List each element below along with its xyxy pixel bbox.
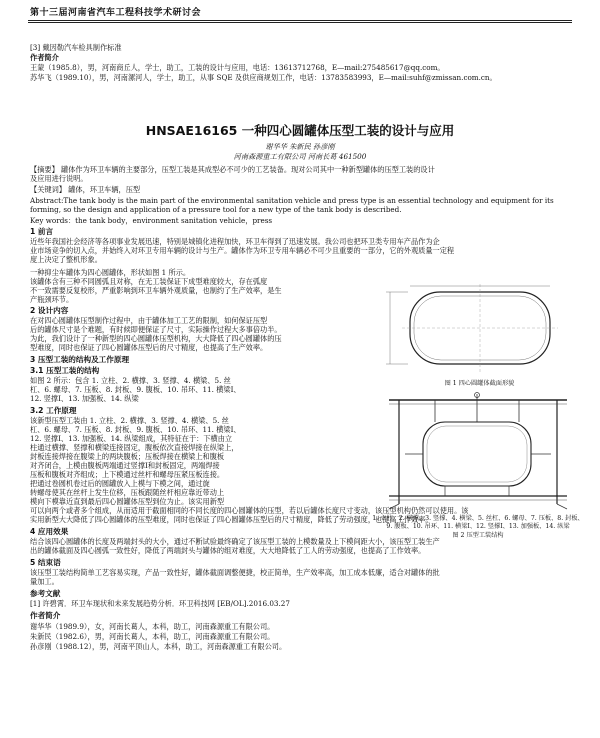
- body-line: 可以向两个或者多个组成，从而适用于截面相同的不同长度的四心圆罐体的压型，若以后罐体长度尺寸变动，该压型机构仍然可以使用。该: [30, 506, 469, 515]
- figure-2-press-tool: [375, 392, 580, 510]
- references-heading: 参考文献: [30, 589, 61, 598]
- paper-authors: 谢华华 朱新民 孙彦刚: [265, 142, 335, 151]
- body-line: 压板和腹板对齐组成；上下模通过丝杆和螺母压紧压板连接。: [30, 470, 225, 479]
- body-line: 该新型压型工装由 1. 立柱、2. 横撑、3. 竖撑、4. 横梁、5. 丝: [30, 416, 229, 425]
- section-heading: 3 压型工装的结构及工作原理: [30, 355, 130, 364]
- keywords-cn: 【关键词】 罐体，环卫车辆，压型: [30, 185, 141, 194]
- body-line: 后的罐体尺寸是个难题，有时候即便保证了尺寸，实际操作过程大多事倍功半。: [30, 325, 282, 334]
- body-line: 型难度，同时也保证了四心圆罐体压型后的尺寸精度，也提高了生产效率。: [30, 343, 268, 352]
- subsection-heading: 3.1 压型工装的结构: [30, 366, 100, 375]
- body-line: 结合该四心圆罐体的长度及两端封头的大小，通过不断试验最终确定了该压型工装的上模数量及上下模间距大小，该压型工装生产: [30, 537, 440, 546]
- abstract-en: Abstract:The tank body is the main part of the environmental sanitation vehicle and press type is an essential technology and equipment for its: [30, 196, 554, 205]
- section-heading: 5 结束语: [30, 558, 61, 567]
- body-line: 该压型工装结构简单工艺容易实现，产品一致性好，罐体截面调整便捷，校正简单，生产效率高，加工成本低廉，适合对罐体的批: [30, 568, 440, 577]
- figure-2-caption: 图 2 压型工装结构: [452, 532, 504, 539]
- abstract-cn: 及应用进行说明。: [30, 174, 88, 183]
- body-line: 近些年我国社会经济等各项事业发展迅速，特别是城镇化进程加快，环卫车得到了迅速发展。我公司也把环卫类专用车产品作为企: [30, 237, 440, 246]
- tank-inner: [427, 426, 527, 482]
- foot: [557, 504, 567, 509]
- section-heading: 1 前言: [30, 227, 54, 236]
- author-info-line: 谢华华（1989.9），女，河南长葛人，本科，助工，河南森源重工有限公司。: [30, 622, 275, 631]
- body-line: 一种抑尘车罐体为四心圆罐体，形状如图 1 所示。: [30, 268, 191, 277]
- body-line: 转螺母使其在丝杆上发生位移，压板跟随丝杆相应靠近带动上: [30, 488, 225, 497]
- section-heading: 2 设计内容: [30, 306, 69, 315]
- body-line: 12. 竖撑Ⅰ、13. 加强板、14. 纵梁组成，其特征在于：下横由立: [30, 434, 233, 443]
- keywords-en: Key words：the tank body，environment sanitation vehicle，press: [30, 216, 273, 225]
- top-author-line: 苏华飞（1989.10），男，河南漯河人，学士，助工，从事 SQE 及供应商规划工作，电话：13783583993，E—mail:suhf@zmissan.com.cn。: [30, 73, 497, 82]
- tank-under-press: [423, 422, 531, 486]
- body-line: 柱通过横撑、竖撑和横梁连接固定，腹板依次直接焊接在纵梁上，: [30, 443, 239, 452]
- paper-title: HNSAE16165 一种四心圆罐体压型工装的设计与应用: [145, 123, 455, 138]
- figure-1-tank-section: [382, 282, 577, 374]
- body-line: 量加工。: [30, 577, 59, 586]
- figure-2-legend: 9. 腹板、10. 吊环、11. 横梁Ⅰ、12. 竖撑Ⅰ、13. 加强板、14. 纵梁: [386, 523, 570, 530]
- body-line: 业市场竞争的切入点，并始终入对环卫专用车辆的设计与生产。罐体作为环卫专用车辆必不可少且重要的一部分，它的外观质量一定程: [30, 246, 455, 255]
- body-line: 不一致需要反复校形，严重影响到环卫车辆外观质量，也制约了生产效率，是生: [30, 286, 282, 295]
- abstract-en: forming, so the design and application of a pressure tool for a new type of the tank body is described.: [30, 205, 402, 214]
- body-line: 在对四心圆罐体压型制作过程中，由于罐体加工工艺的限制，如何保证压型: [30, 316, 268, 325]
- top-author-heading: 作者简介: [30, 53, 59, 62]
- running-head: 第十三届河南省汽车工程科技学术研讨会: [30, 8, 202, 18]
- body-line: 封板连接焊接在腹梁上的两块腹板；压板焊接在横梁上和腹板: [30, 452, 225, 461]
- subsection-heading: 3.2 工作原理: [30, 406, 77, 415]
- top-reference: [3] 戴因勒汽车检具制作标准: [30, 43, 122, 52]
- reference-entry: [1] 许碧霄．环卫车现状和未来发展趋势分析．环卫科技网 [EB/OL].2016.03.27: [30, 599, 290, 608]
- body-line: 出的罐体截面及四心圆弧一致性好，降低了两端封头与罐体的组对难度，大大地降低了工人的劳动强度，也提高了工作效率。: [30, 546, 426, 555]
- body-line: 模向下模靠近直到最后四心圆罐体压型到位为止。该实用新型: [30, 497, 225, 506]
- body-line: 实用新型大大降低了四心圆罐体的压型难度，同时也保证了四心圆罐体压型后的尺寸精度，降低了劳动强度，也提高工作效率。: [30, 515, 433, 524]
- body-line: 杠、6. 螺母、7. 压板、8. 封板、9. 腹板、10. 吊环、11. 横梁Ⅰ、: [30, 385, 241, 394]
- body-line: 为此，我们设计了一种新型的四心圆罐体压型机构，大大降低了四心圆罐体的压: [30, 334, 282, 343]
- body-line: 对齐闭合，上模由腹板两端通过竖撑Ⅰ和封板固定，两端焊接: [30, 461, 220, 470]
- figure-2-legend: 1. 立柱、2. 横撑、3. 竖撑、4. 横梁、5. 丝杠、6. 螺母、7. 压板、8. 封板、: [372, 515, 584, 522]
- figure-1-caption: 图 1 四心圆罐体截面形貌: [444, 380, 515, 387]
- top-author-line: 王蒙（1985.8），男，河南商丘人，学士，助工，工装的设计与应用，电话：13613712768，E—mail:275485617@qq.com。: [30, 63, 445, 72]
- header-rule-thin: [28, 22, 572, 23]
- body-line: 杠、6. 螺母、7. 压板、8. 封板、9. 腹板、10. 吊环、11. 横梁Ⅰ、: [30, 425, 241, 434]
- header-rule: [28, 20, 572, 21]
- body-line: 该罐体含有三种不同圆弧且对称，在无工装保证下成型难度较大，存在弧度: [30, 277, 268, 286]
- author-info-line: 朱新民（1982.6），男，河南长葛人，本科，助工，河南森源重工有限公司。: [30, 632, 275, 641]
- paper-affiliation: 河南森源重工有限公司 河南长葛 461500: [233, 152, 367, 161]
- body-line: 12. 竖撑Ⅰ、13. 加强板、14. 纵梁: [30, 394, 139, 403]
- section-heading: 4 应用效果: [30, 527, 69, 536]
- body-line: 把通过卷圆机卷过后的圆罐放入上模与下模之间，通过旋: [30, 479, 210, 488]
- body-line: 产瓶颈环节。: [30, 295, 74, 304]
- foot: [389, 504, 399, 509]
- author-info-line: 孙彦刚（1988.12），男，河南平顶山人，本科，助工，河南森源重工有限公司。: [30, 642, 287, 651]
- body-line: 度上决定了整机形象。: [30, 255, 102, 264]
- body-line: 如图 2 所示：包含 1. 立柱、2. 横撑、3. 竖撑、4. 横梁、5. 丝: [30, 376, 231, 385]
- abstract-cn: 【摘要】 罐体作为环卫车辆的主要部分，压型工装是其成型必不可少的工艺装备。现对公司其中一种新型罐体的压型工装的设计: [30, 165, 435, 174]
- author-info-heading: 作者简介: [30, 611, 61, 620]
